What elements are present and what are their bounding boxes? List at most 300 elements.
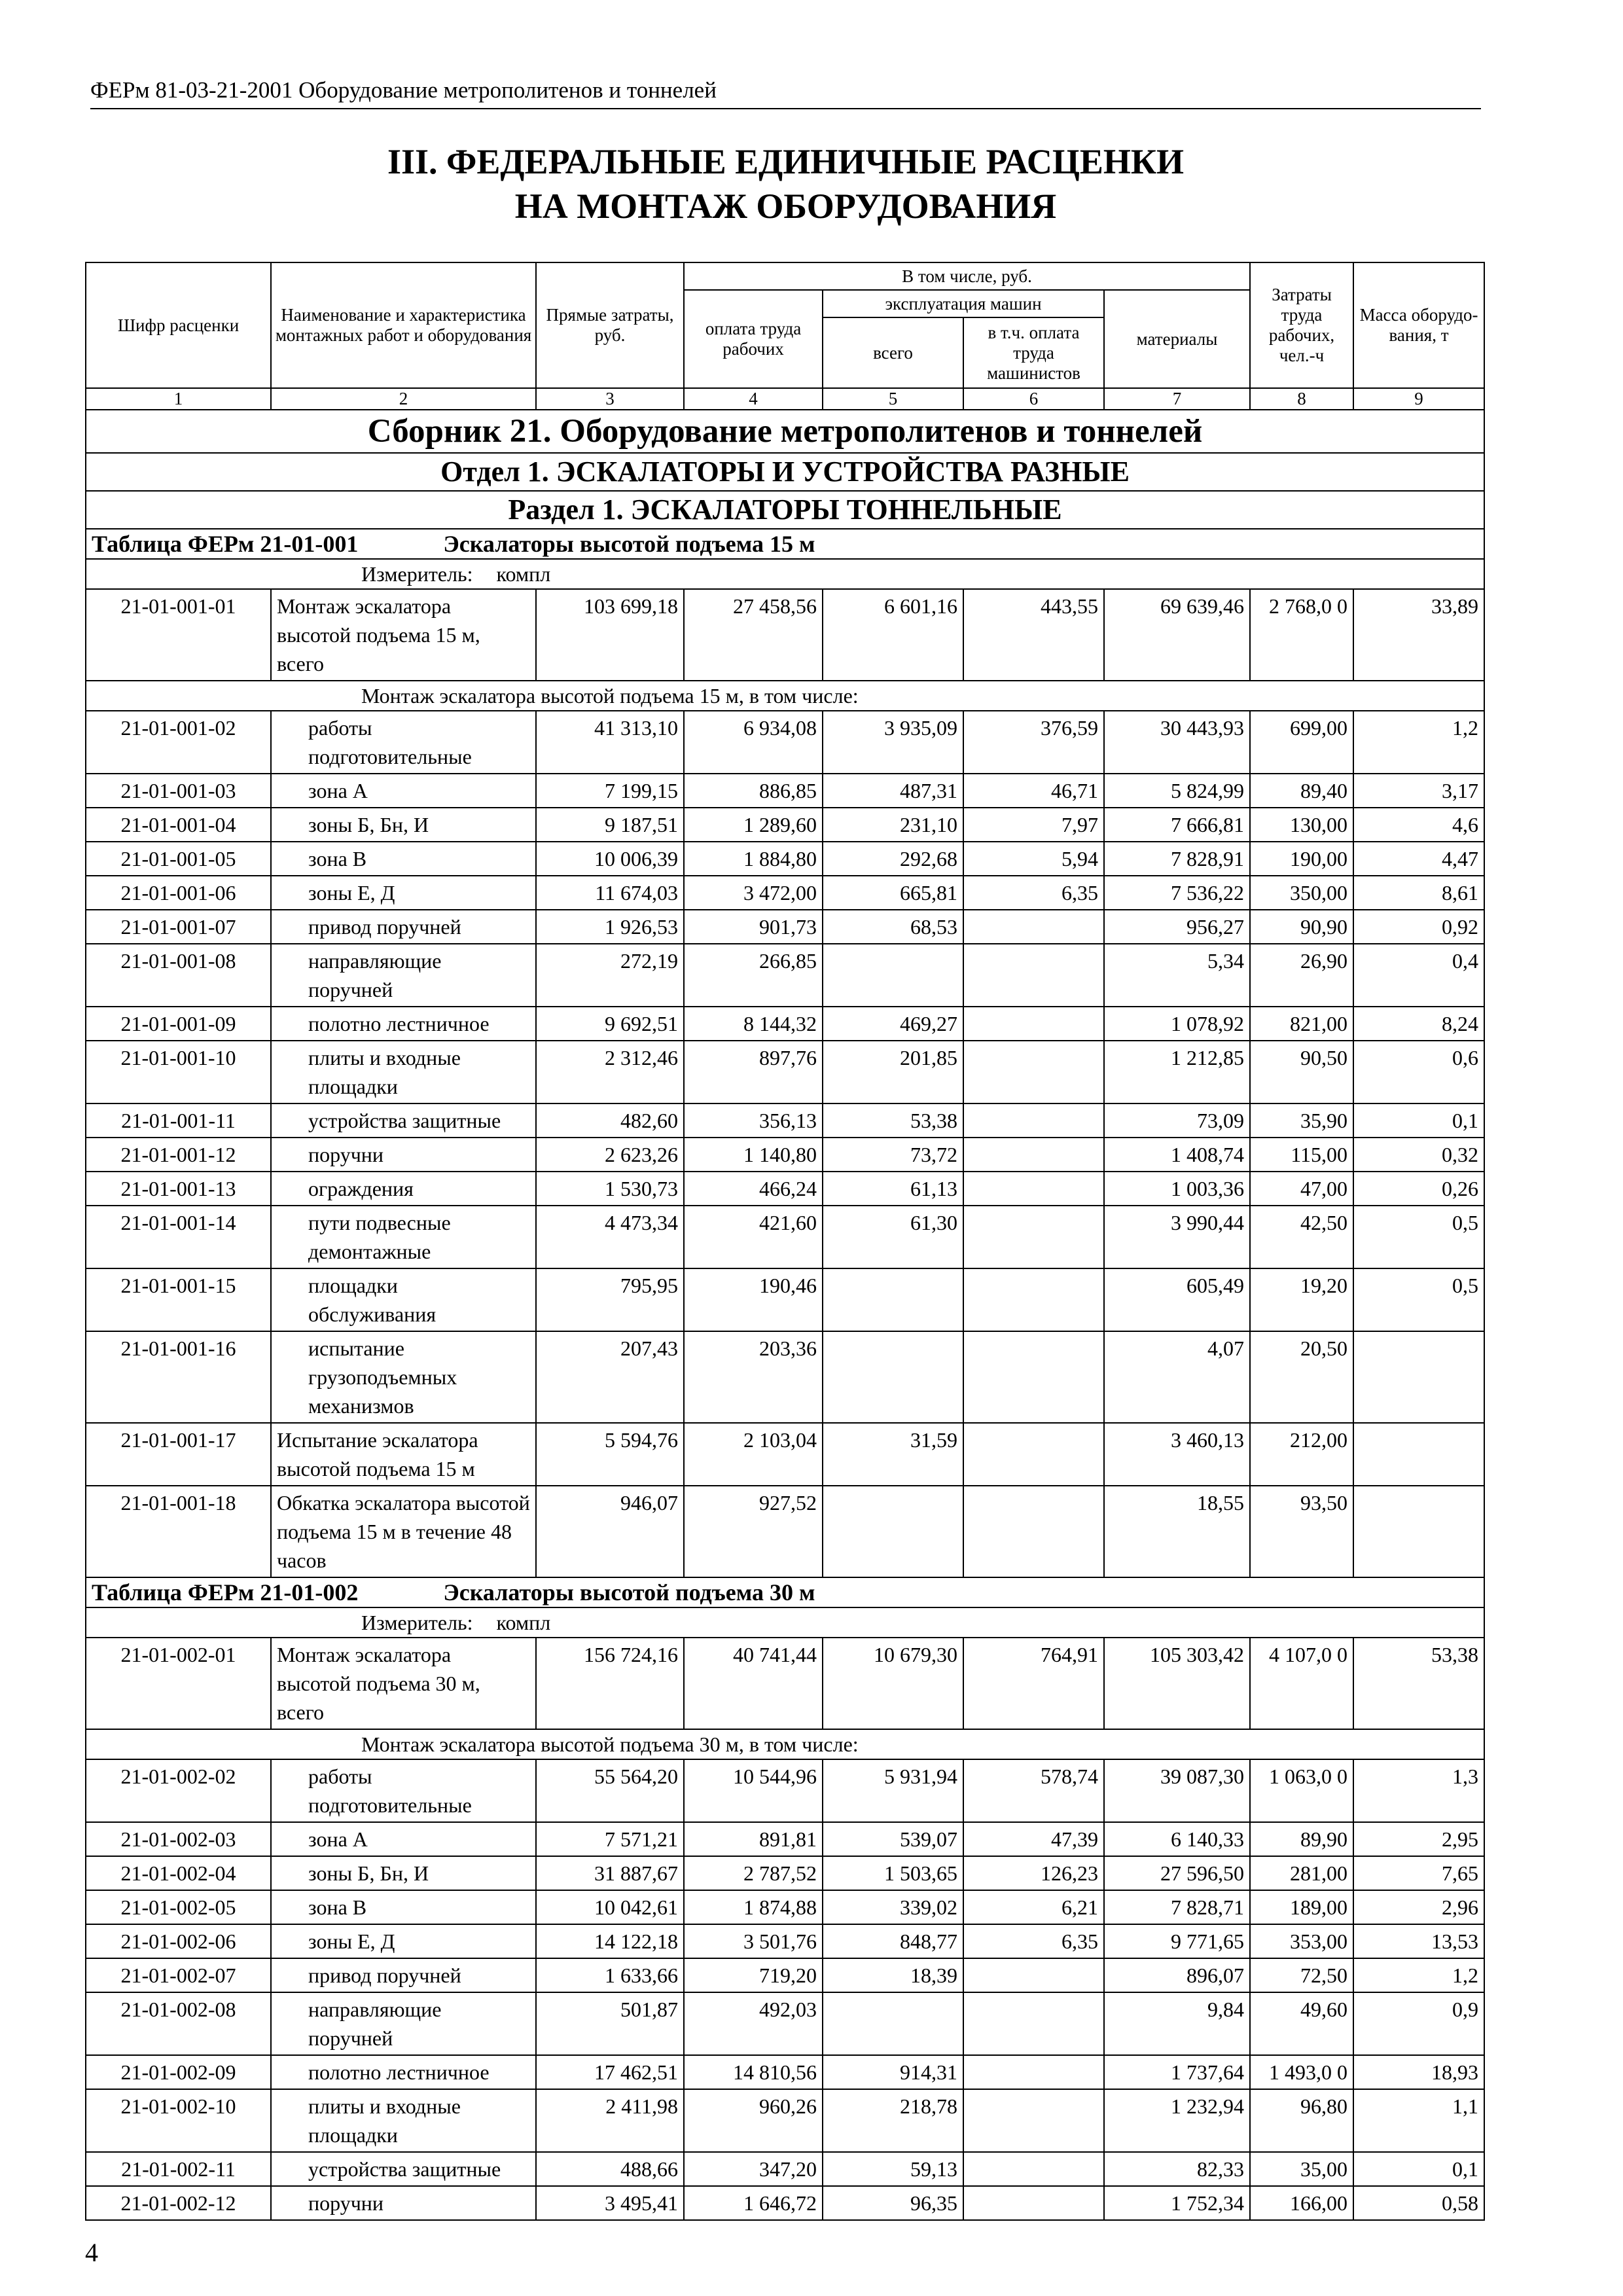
rate-code-cell: 21-01-001-10 xyxy=(86,1041,271,1103)
wages-cell: 27 458,56 xyxy=(684,589,823,681)
work-name-cell: работы подготовительные xyxy=(271,1759,536,1822)
wages-cell: 2 103,04 xyxy=(684,1423,823,1486)
subtitle-row: Монтаж эскалатора высотой подъема 30 м, в том числе: xyxy=(86,1729,1484,1759)
wages-cell: 203,36 xyxy=(684,1331,823,1423)
wages-cell: 1 140,80 xyxy=(684,1138,823,1172)
column-number: 5 xyxy=(823,388,963,410)
direct-costs-cell: 17 462,51 xyxy=(536,2055,684,2089)
mass-cell: 0,5 xyxy=(1353,1206,1484,1268)
wages-cell: 886,85 xyxy=(684,774,823,808)
wages-cell: 897,76 xyxy=(684,1041,823,1103)
rate-code-cell: 21-01-002-08 xyxy=(86,1992,271,2055)
wages-cell: 891,81 xyxy=(684,1822,823,1856)
machinist-wages-cell xyxy=(963,1958,1104,1992)
materials-cell: 39 087,30 xyxy=(1104,1759,1250,1822)
table-row xyxy=(86,1638,1484,1729)
materials-cell: 18,55 xyxy=(1104,1486,1250,1577)
labor-cell: 2 768,0 0 xyxy=(1250,589,1353,681)
page-number: 4 xyxy=(85,2238,98,2267)
direct-costs-cell: 946,07 xyxy=(536,1486,684,1577)
table-row xyxy=(86,774,1484,808)
machinist-wages-cell xyxy=(963,1331,1104,1423)
header-wages: оплата труда рабочих xyxy=(684,290,823,388)
direct-costs-cell: 2 411,98 xyxy=(536,2089,684,2152)
machines-total-cell: 53,38 xyxy=(823,1103,963,1138)
labor-cell: 90,90 xyxy=(1250,910,1353,944)
direct-costs-cell: 103 699,18 xyxy=(536,589,684,681)
department-title: Отдел 1. ЭСКАЛАТОРЫ И УСТРОЙСТВА РАЗНЫЕ xyxy=(86,453,1484,491)
machinist-wages-cell: 443,55 xyxy=(963,589,1104,681)
work-name-cell: зоны Е, Д xyxy=(271,876,536,910)
mass-cell xyxy=(1353,1486,1484,1577)
unit-label: Измеритель: xyxy=(361,1611,473,1634)
mass-cell: 4,47 xyxy=(1353,842,1484,876)
wages-cell: 14 810,56 xyxy=(684,2055,823,2089)
column-number: 6 xyxy=(963,388,1104,410)
work-name-cell: поручни xyxy=(271,2186,536,2220)
labor-cell: 1 063,0 0 xyxy=(1250,1759,1353,1822)
mass-cell: 18,93 xyxy=(1353,2055,1484,2089)
machinist-wages-cell xyxy=(963,1138,1104,1172)
rate-code-cell: 21-01-002-07 xyxy=(86,1958,271,1992)
rate-code-cell: 21-01-001-08 xyxy=(86,944,271,1007)
table-row xyxy=(86,2186,1484,2220)
rate-code-cell: 21-01-001-13 xyxy=(86,1172,271,1206)
work-name-cell: плиты и входные площадки xyxy=(271,2089,536,2152)
labor-cell: 93,50 xyxy=(1250,1486,1353,1577)
machines-total-cell: 5 931,94 xyxy=(823,1759,963,1822)
direct-costs-cell: 1 633,66 xyxy=(536,1958,684,1992)
machines-total-cell: 487,31 xyxy=(823,774,963,808)
materials-cell: 3 990,44 xyxy=(1104,1206,1250,1268)
header-name: Наименование и характеристика монтажных работ и оборудования xyxy=(271,262,536,388)
mass-cell: 0,32 xyxy=(1353,1138,1484,1172)
work-name-cell: работы подготовительные xyxy=(271,711,536,774)
wages-cell: 1 646,72 xyxy=(684,2186,823,2220)
mass-cell: 0,5 xyxy=(1353,1268,1484,1331)
work-name-cell: Обкатка эскалатора высотой подъема 15 м в течение 48 часов xyxy=(271,1486,536,1577)
machinist-wages-cell xyxy=(963,2186,1104,2220)
unit-of-measure xyxy=(86,559,1484,589)
materials-cell: 896,07 xyxy=(1104,1958,1250,1992)
mass-cell: 1,3 xyxy=(1353,1759,1484,1822)
header-code: Шифр расценки xyxy=(86,262,271,388)
mass-cell: 7,65 xyxy=(1353,1856,1484,1890)
machinist-wages-cell xyxy=(963,2055,1104,2089)
mass-cell: 0,4 xyxy=(1353,944,1484,1007)
direct-costs-cell: 482,60 xyxy=(536,1103,684,1138)
machines-total-cell: 1 503,65 xyxy=(823,1856,963,1890)
materials-cell: 1 232,94 xyxy=(1104,2089,1250,2152)
header-machines-total: всего xyxy=(823,317,963,388)
subtitle-row: Монтаж эскалатора высотой подъема 15 м, в том числе: xyxy=(86,681,1484,711)
machines-total-cell: 59,13 xyxy=(823,2152,963,2186)
header-materials: материалы xyxy=(1104,290,1250,388)
rate-code-cell: 21-01-002-05 xyxy=(86,1890,271,1924)
direct-costs-cell: 5 594,76 xyxy=(536,1423,684,1486)
labor-cell: 89,90 xyxy=(1250,1822,1353,1856)
labor-cell: 89,40 xyxy=(1250,774,1353,808)
table-row xyxy=(86,1331,1484,1423)
unit-of-measure xyxy=(86,1607,1484,1638)
labor-cell: 19,20 xyxy=(1250,1268,1353,1331)
column-number: 9 xyxy=(1353,388,1484,410)
mass-cell: 2,95 xyxy=(1353,1822,1484,1856)
materials-cell: 7 828,91 xyxy=(1104,842,1250,876)
machines-total-cell: 665,81 xyxy=(823,876,963,910)
table-row xyxy=(86,842,1484,876)
machinist-wages-cell: 5,94 xyxy=(963,842,1104,876)
labor-cell: 166,00 xyxy=(1250,2186,1353,2220)
unit-value: компл xyxy=(496,562,551,586)
materials-cell: 9 771,65 xyxy=(1104,1924,1250,1958)
machinist-wages-cell xyxy=(963,2089,1104,2152)
machines-total-cell: 31,59 xyxy=(823,1423,963,1486)
wages-cell: 6 934,08 xyxy=(684,711,823,774)
machinist-wages-cell: 764,91 xyxy=(963,1638,1104,1729)
machines-total-cell xyxy=(823,1331,963,1423)
rate-code-cell: 21-01-002-03 xyxy=(86,1822,271,1856)
table-name: Эскалаторы высотой подъема 15 м xyxy=(443,531,815,557)
materials-cell: 1 003,36 xyxy=(1104,1172,1250,1206)
rate-code-cell: 21-01-001-01 xyxy=(86,589,271,681)
table-row xyxy=(86,589,1484,681)
machines-total-cell xyxy=(823,1992,963,2055)
materials-cell: 5,34 xyxy=(1104,944,1250,1007)
work-name-cell: зона В xyxy=(271,842,536,876)
machinist-wages-cell xyxy=(963,1992,1104,2055)
table-code: Таблица ФЕРм 21-01-002 xyxy=(92,1579,359,1605)
rate-code-cell: 21-01-002-06 xyxy=(86,1924,271,1958)
direct-costs-cell: 1 926,53 xyxy=(536,910,684,944)
rate-code-cell: 21-01-001-02 xyxy=(86,711,271,774)
table-row xyxy=(86,1172,1484,1206)
direct-costs-cell: 9 187,51 xyxy=(536,808,684,842)
work-name-cell: Монтаж эскалатора высотой подъема 15 м, всего xyxy=(271,589,536,681)
table-row xyxy=(86,1206,1484,1268)
mass-cell: 13,53 xyxy=(1353,1924,1484,1958)
work-name-cell: зона А xyxy=(271,774,536,808)
table-row xyxy=(86,1041,1484,1103)
table-row xyxy=(86,910,1484,944)
direct-costs-cell: 10 006,39 xyxy=(536,842,684,876)
mass-cell: 4,6 xyxy=(1353,808,1484,842)
rate-code-cell: 21-01-001-05 xyxy=(86,842,271,876)
price-table xyxy=(85,262,1485,2221)
work-name-cell: полотно лестничное xyxy=(271,2055,536,2089)
mass-cell: 0,1 xyxy=(1353,2152,1484,2186)
labor-cell: 49,60 xyxy=(1250,1992,1353,2055)
wages-cell: 347,20 xyxy=(684,2152,823,2186)
direct-costs-cell: 7 199,15 xyxy=(536,774,684,808)
labor-cell: 1 493,0 0 xyxy=(1250,2055,1353,2089)
materials-cell: 5 824,99 xyxy=(1104,774,1250,808)
rate-code-cell: 21-01-001-09 xyxy=(86,1007,271,1041)
materials-cell: 1 752,34 xyxy=(1104,2186,1250,2220)
labor-cell: 72,50 xyxy=(1250,1958,1353,1992)
machines-total-cell: 73,72 xyxy=(823,1138,963,1172)
unit-label: Измеритель: xyxy=(361,562,473,586)
rate-code-cell: 21-01-001-12 xyxy=(86,1138,271,1172)
table-heading xyxy=(86,1577,1484,1607)
column-numbers-row xyxy=(86,388,1484,410)
work-name-cell: Испытание эскалатора высотой подъема 15 м xyxy=(271,1423,536,1486)
work-name-cell: привод поручней xyxy=(271,1958,536,1992)
table-row xyxy=(86,711,1484,774)
direct-costs-cell: 7 571,21 xyxy=(536,1822,684,1856)
labor-cell: 26,90 xyxy=(1250,944,1353,1007)
column-number: 4 xyxy=(684,388,823,410)
machinist-wages-cell: 6,35 xyxy=(963,1924,1104,1958)
labor-cell: 130,00 xyxy=(1250,808,1353,842)
machinist-wages-cell xyxy=(963,1103,1104,1138)
table-row xyxy=(86,1007,1484,1041)
work-name-cell: зоны Б, Бн, И xyxy=(271,808,536,842)
materials-cell: 956,27 xyxy=(1104,910,1250,944)
work-name-cell: поручни xyxy=(271,1138,536,1172)
materials-cell: 30 443,93 xyxy=(1104,711,1250,774)
direct-costs-cell: 795,95 xyxy=(536,1268,684,1331)
wages-cell: 927,52 xyxy=(684,1486,823,1577)
mass-cell: 2,96 xyxy=(1353,1890,1484,1924)
document-title-line-1: III. ФЕДЕРАЛЬНЫЕ ЕДИНИЧНЫЕ РАСЦЕНКИ xyxy=(387,142,1185,181)
table-row xyxy=(86,1992,1484,2055)
wages-cell: 10 544,96 xyxy=(684,1759,823,1822)
mass-cell xyxy=(1353,1423,1484,1486)
machines-total-cell: 231,10 xyxy=(823,808,963,842)
wages-cell: 356,13 xyxy=(684,1103,823,1138)
mass-cell: 3,17 xyxy=(1353,774,1484,808)
materials-cell: 1 408,74 xyxy=(1104,1138,1250,1172)
materials-cell: 4,07 xyxy=(1104,1331,1250,1423)
rate-code-cell: 21-01-001-07 xyxy=(86,910,271,944)
machines-total-cell: 61,30 xyxy=(823,1206,963,1268)
wages-cell: 40 741,44 xyxy=(684,1638,823,1729)
machinist-wages-cell xyxy=(963,1486,1104,1577)
wages-cell: 960,26 xyxy=(684,2089,823,2152)
labor-cell: 42,50 xyxy=(1250,1206,1353,1268)
direct-costs-cell: 41 313,10 xyxy=(536,711,684,774)
table-row xyxy=(86,1138,1484,1172)
table-row xyxy=(86,944,1484,1007)
machines-total-cell: 469,27 xyxy=(823,1007,963,1041)
labor-cell: 90,50 xyxy=(1250,1041,1353,1103)
labor-cell: 190,00 xyxy=(1250,842,1353,876)
labor-cell: 115,00 xyxy=(1250,1138,1353,1172)
wages-cell: 3 501,76 xyxy=(684,1924,823,1958)
machines-total-cell: 6 601,16 xyxy=(823,589,963,681)
materials-cell: 73,09 xyxy=(1104,1103,1250,1138)
table-row xyxy=(86,1268,1484,1331)
labor-cell: 189,00 xyxy=(1250,1890,1353,1924)
machines-total-cell: 61,13 xyxy=(823,1172,963,1206)
machinist-wages-cell xyxy=(963,1172,1104,1206)
labor-cell: 20,50 xyxy=(1250,1331,1353,1423)
wages-cell: 421,60 xyxy=(684,1206,823,1268)
mass-cell xyxy=(1353,1331,1484,1423)
work-name-cell: направляющие поручней xyxy=(271,944,536,1007)
mass-cell: 0,6 xyxy=(1353,1041,1484,1103)
document-title xyxy=(90,139,1481,228)
table-row xyxy=(86,1759,1484,1822)
table-name: Эскалаторы высотой подъема 30 м xyxy=(443,1579,815,1605)
mass-cell: 1,2 xyxy=(1353,1958,1484,1992)
wages-cell: 466,24 xyxy=(684,1172,823,1206)
direct-costs-cell: 14 122,18 xyxy=(536,1924,684,1958)
direct-costs-cell: 501,87 xyxy=(536,1992,684,2055)
mass-cell: 0,9 xyxy=(1353,1992,1484,2055)
machinist-wages-cell xyxy=(963,1423,1104,1486)
labor-cell: 281,00 xyxy=(1250,1856,1353,1890)
table-row xyxy=(86,2152,1484,2186)
table-row xyxy=(86,1924,1484,1958)
machines-total-cell: 18,39 xyxy=(823,1958,963,1992)
rate-code-cell: 21-01-001-15 xyxy=(86,1268,271,1331)
running-header: ФЕРм 81-03-21-2001 Оборудование метрополитенов и тоннелей xyxy=(90,77,717,103)
materials-cell: 7 666,81 xyxy=(1104,808,1250,842)
machinist-wages-cell xyxy=(963,944,1104,1007)
wages-cell: 8 144,32 xyxy=(684,1007,823,1041)
materials-cell: 1 212,85 xyxy=(1104,1041,1250,1103)
header-labor: Затраты труда рабочих, чел.-ч xyxy=(1250,262,1353,388)
wages-cell: 1 289,60 xyxy=(684,808,823,842)
work-name-cell: пути подвесные демонтажные xyxy=(271,1206,536,1268)
materials-cell: 1 737,64 xyxy=(1104,2055,1250,2089)
rate-code-cell: 21-01-002-04 xyxy=(86,1856,271,1890)
work-name-cell: зоны Е, Д xyxy=(271,1924,536,1958)
rate-code-cell: 21-01-002-12 xyxy=(86,2186,271,2220)
work-name-cell: ограждения xyxy=(271,1172,536,1206)
machines-total-cell: 539,07 xyxy=(823,1822,963,1856)
table-row xyxy=(86,1103,1484,1138)
mass-cell: 8,24 xyxy=(1353,1007,1484,1041)
table-row xyxy=(86,2055,1484,2089)
labor-cell: 35,90 xyxy=(1250,1103,1353,1138)
table-row xyxy=(86,808,1484,842)
table-row xyxy=(86,1856,1484,1890)
work-name-cell: испытание грузоподъемных механизмов xyxy=(271,1331,536,1423)
machines-total-cell: 10 679,30 xyxy=(823,1638,963,1729)
machinist-wages-cell: 6,21 xyxy=(963,1890,1104,1924)
section-title: Раздел 1. ЭСКАЛАТОРЫ ТОННЕЛЬНЫЕ xyxy=(86,491,1484,529)
wages-cell: 901,73 xyxy=(684,910,823,944)
work-name-cell: направляющие поручней xyxy=(271,1992,536,2055)
rate-code-cell: 21-01-002-01 xyxy=(86,1638,271,1729)
direct-costs-cell: 488,66 xyxy=(536,2152,684,2186)
mass-cell: 0,92 xyxy=(1353,910,1484,944)
materials-cell: 82,33 xyxy=(1104,2152,1250,2186)
rate-code-cell: 21-01-002-11 xyxy=(86,2152,271,2186)
work-name-cell: зоны Б, Бн, И xyxy=(271,1856,536,1890)
machines-total-cell xyxy=(823,944,963,1007)
machines-total-cell: 848,77 xyxy=(823,1924,963,1958)
machinist-wages-cell: 6,35 xyxy=(963,876,1104,910)
rate-code-cell: 21-01-002-09 xyxy=(86,2055,271,2089)
machines-total-cell: 292,68 xyxy=(823,842,963,876)
rate-code-cell: 21-01-002-10 xyxy=(86,2089,271,2152)
machinist-wages-cell xyxy=(963,910,1104,944)
labor-cell: 35,00 xyxy=(1250,2152,1353,2186)
materials-cell: 1 078,92 xyxy=(1104,1007,1250,1041)
wages-cell: 492,03 xyxy=(684,1992,823,2055)
materials-cell: 69 639,46 xyxy=(1104,589,1250,681)
direct-costs-cell: 156 724,16 xyxy=(536,1638,684,1729)
wages-cell: 2 787,52 xyxy=(684,1856,823,1890)
table-row xyxy=(86,1890,1484,1924)
materials-cell: 9,84 xyxy=(1104,1992,1250,2055)
work-name-cell: привод поручней xyxy=(271,910,536,944)
materials-cell: 605,49 xyxy=(1104,1268,1250,1331)
machinist-wages-cell: 46,71 xyxy=(963,774,1104,808)
labor-cell: 821,00 xyxy=(1250,1007,1353,1041)
rate-code-cell: 21-01-001-17 xyxy=(86,1423,271,1486)
table-row xyxy=(86,1486,1484,1577)
wages-cell: 190,46 xyxy=(684,1268,823,1331)
machines-total-cell xyxy=(823,1486,963,1577)
work-name-cell: зона В xyxy=(271,1890,536,1924)
document-title-line-2: НА МОНТАЖ ОБОРУДОВАНИЯ xyxy=(514,187,1057,226)
unit-value: компл xyxy=(496,1611,551,1634)
machines-total-cell: 3 935,09 xyxy=(823,711,963,774)
mass-cell: 33,89 xyxy=(1353,589,1484,681)
materials-cell: 3 460,13 xyxy=(1104,1423,1250,1486)
direct-costs-cell: 4 473,34 xyxy=(536,1206,684,1268)
column-number: 7 xyxy=(1104,388,1250,410)
machines-total-cell: 68,53 xyxy=(823,910,963,944)
wages-cell: 1 874,88 xyxy=(684,1890,823,1924)
machinist-wages-cell xyxy=(963,1206,1104,1268)
direct-costs-cell: 9 692,51 xyxy=(536,1007,684,1041)
mass-cell: 1,2 xyxy=(1353,711,1484,774)
direct-costs-cell: 11 674,03 xyxy=(536,876,684,910)
direct-costs-cell: 207,43 xyxy=(536,1331,684,1423)
labor-cell: 699,00 xyxy=(1250,711,1353,774)
wages-cell: 266,85 xyxy=(684,944,823,1007)
labor-cell: 212,00 xyxy=(1250,1423,1353,1486)
machines-total-cell: 96,35 xyxy=(823,2186,963,2220)
work-name-cell: полотно лестничное xyxy=(271,1007,536,1041)
machines-total-cell: 201,85 xyxy=(823,1041,963,1103)
machinist-wages-cell: 47,39 xyxy=(963,1822,1104,1856)
rate-code-cell: 21-01-001-18 xyxy=(86,1486,271,1577)
header-machines: эксплуатация машин xyxy=(823,290,1104,317)
table-heading xyxy=(86,529,1484,559)
machinist-wages-cell: 126,23 xyxy=(963,1856,1104,1890)
mass-cell: 53,38 xyxy=(1353,1638,1484,1729)
materials-cell: 105 303,42 xyxy=(1104,1638,1250,1729)
machines-total-cell: 218,78 xyxy=(823,2089,963,2152)
materials-cell: 6 140,33 xyxy=(1104,1822,1250,1856)
direct-costs-cell: 2 623,26 xyxy=(536,1138,684,1172)
machinist-wages-cell xyxy=(963,2152,1104,2186)
rate-code-cell: 21-01-001-16 xyxy=(86,1331,271,1423)
labor-cell: 353,00 xyxy=(1250,1924,1353,1958)
rate-code-cell: 21-01-001-04 xyxy=(86,808,271,842)
header-including: В том числе, руб. xyxy=(684,262,1250,290)
header-direct-costs: Прямые затраты, руб. xyxy=(536,262,684,388)
column-number: 3 xyxy=(536,388,684,410)
table-row xyxy=(86,876,1484,910)
rate-code-cell: 21-01-001-06 xyxy=(86,876,271,910)
column-number: 2 xyxy=(271,388,536,410)
materials-cell: 7 828,71 xyxy=(1104,1890,1250,1924)
labor-cell: 350,00 xyxy=(1250,876,1353,910)
direct-costs-cell: 10 042,61 xyxy=(536,1890,684,1924)
wages-cell: 3 472,00 xyxy=(684,876,823,910)
wages-cell: 719,20 xyxy=(684,1958,823,1992)
labor-cell: 47,00 xyxy=(1250,1172,1353,1206)
mass-cell: 0,58 xyxy=(1353,2186,1484,2220)
